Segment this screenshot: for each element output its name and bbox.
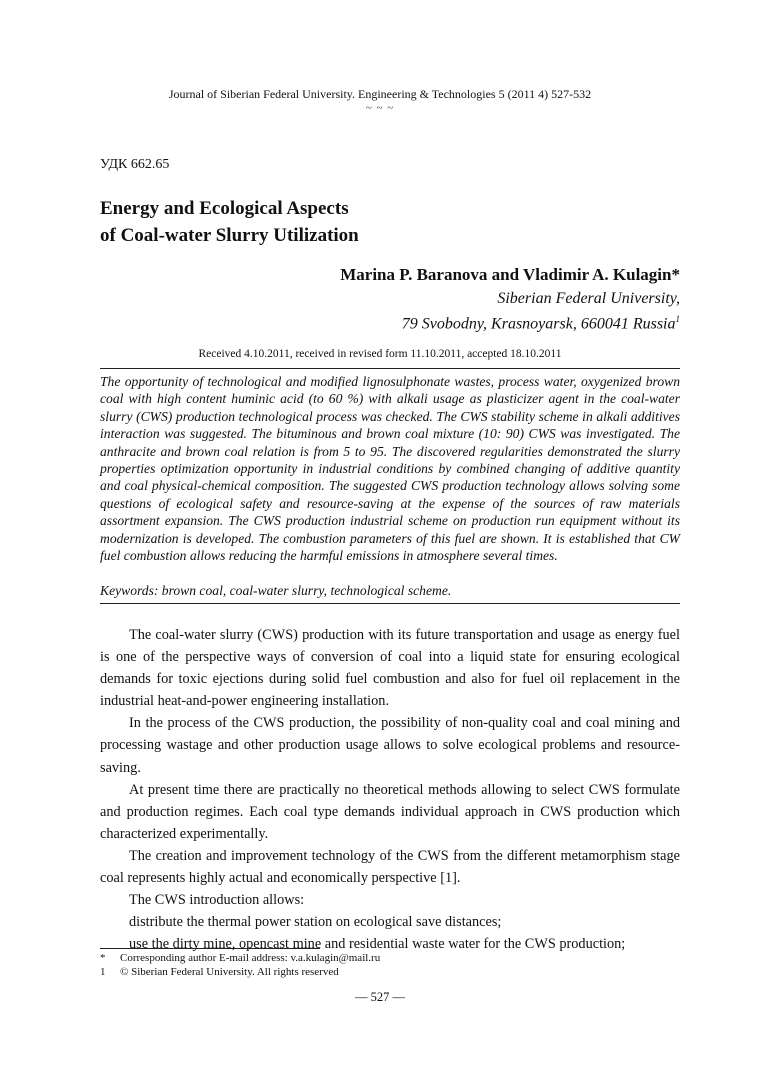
affiliation-footnote-mark: 1 xyxy=(675,314,680,324)
footnote-mark: * xyxy=(100,952,106,964)
affiliation-address: 79 Svobodny, Krasnoyarsk, 660041 Russia xyxy=(401,315,676,333)
article-title xyxy=(100,195,359,249)
abstract: The opportunity of technological and modified lignosulphonate wastes, process water, oxygenized brown coal with high content huminic acid (to 60 %) with alkali usage as plasticizer agent in the coal-water slurry (CWS) production technological process was checked. The CWS stability scheme in alkali additives interaction was suggested. The bituminous and brown coal mixture (10: 90) CWS was investigated. The anthracite and brown coal relation is from 5 to 95. The discovered regularities demonstrated the slurry properties optimization opportunity in industrial conditions by combined changing of additive quantity and coal physical-chemical composition. The suggested CWS production technology allows solving some questions of ecological safety and resource-saving at the expense of the sources of raw materials assortment expansion. The CWS production industrial scheme on production run equipment without its modernization is developed. The combustion parameters of this fuel are shown. It is established that CW fuel combustion allows reducing the harmful emissions in atmosphere several times. xyxy=(100,374,680,564)
authors: Marina P. Baranova and Vladimir A. Kulagin* xyxy=(340,265,680,284)
footnote-mark: 1 xyxy=(100,966,106,978)
affiliation-line-2 xyxy=(402,309,680,334)
paragraph: The coal-water slurry (CWS) production with its future transportation and usage as energy fuel is one of the perspective ways of conversion of coal into a liquid state for ensuring ecological demands for toxic ejections during solid fuel combustion and also for fuel oil replacement in the industrial heat-and-power engineering installation. xyxy=(100,627,680,710)
paragraph: The creation and improvement technology of the CWS from the different metamorphism stage coal represents highly actual and economically perspective [1]. xyxy=(100,847,680,887)
abstract-top-rule xyxy=(100,368,680,369)
title-line-2: of Coal-water Slurry Utilization xyxy=(100,225,359,246)
footnote-rule xyxy=(100,948,320,949)
footnote-corresponding xyxy=(100,952,380,964)
udk-code: УДК 662.65 xyxy=(100,157,170,172)
footnote-text: © Siberian Federal University. All rights reserved xyxy=(120,966,339,978)
abstract-bottom-rule xyxy=(100,603,680,604)
footnote-text: Corresponding author E-mail address: v.a.kulagin@mail.ru xyxy=(120,952,381,964)
paragraph: The CWS introduction allows: xyxy=(129,892,305,909)
affiliation xyxy=(402,288,680,334)
list-item: distribute the thermal power station on ecological save distances; xyxy=(129,914,502,931)
list-item: use the dirty mine, opencast mine and residential waste water for the CWS production; xyxy=(129,936,626,953)
footnote-copyright xyxy=(100,966,339,978)
received-dates: Received 4.10.2011, received in revised form 11.10.2011, accepted 18.10.2011 xyxy=(198,348,562,360)
body-text xyxy=(100,624,680,955)
affiliation-line-1: Siberian Federal University, xyxy=(497,290,680,307)
paragraph: At present time there are practically no theoretical methods allowing to select CWS formulate and production regimes. Each coal type demands individual approach in CWS production which characterized experimentally. xyxy=(100,781,680,842)
header-ornament: ~ ~ ~ xyxy=(365,102,395,114)
journal-header: Journal of Siberian Federal University. Engineering & Technologies 5 (2011 4) 527-532 xyxy=(168,87,592,101)
title-line-1: Energy and Ecological Aspects xyxy=(100,198,349,219)
page-number: — 527 — xyxy=(355,990,405,1004)
paragraph: In the process of the CWS production, the possibility of non-quality coal and coal mining and processing wastage and other production usage allows to solve ecological problems and resource-saving. xyxy=(100,715,680,776)
keywords: Keywords: brown coal, coal-water slurry, technological scheme. xyxy=(100,583,452,598)
